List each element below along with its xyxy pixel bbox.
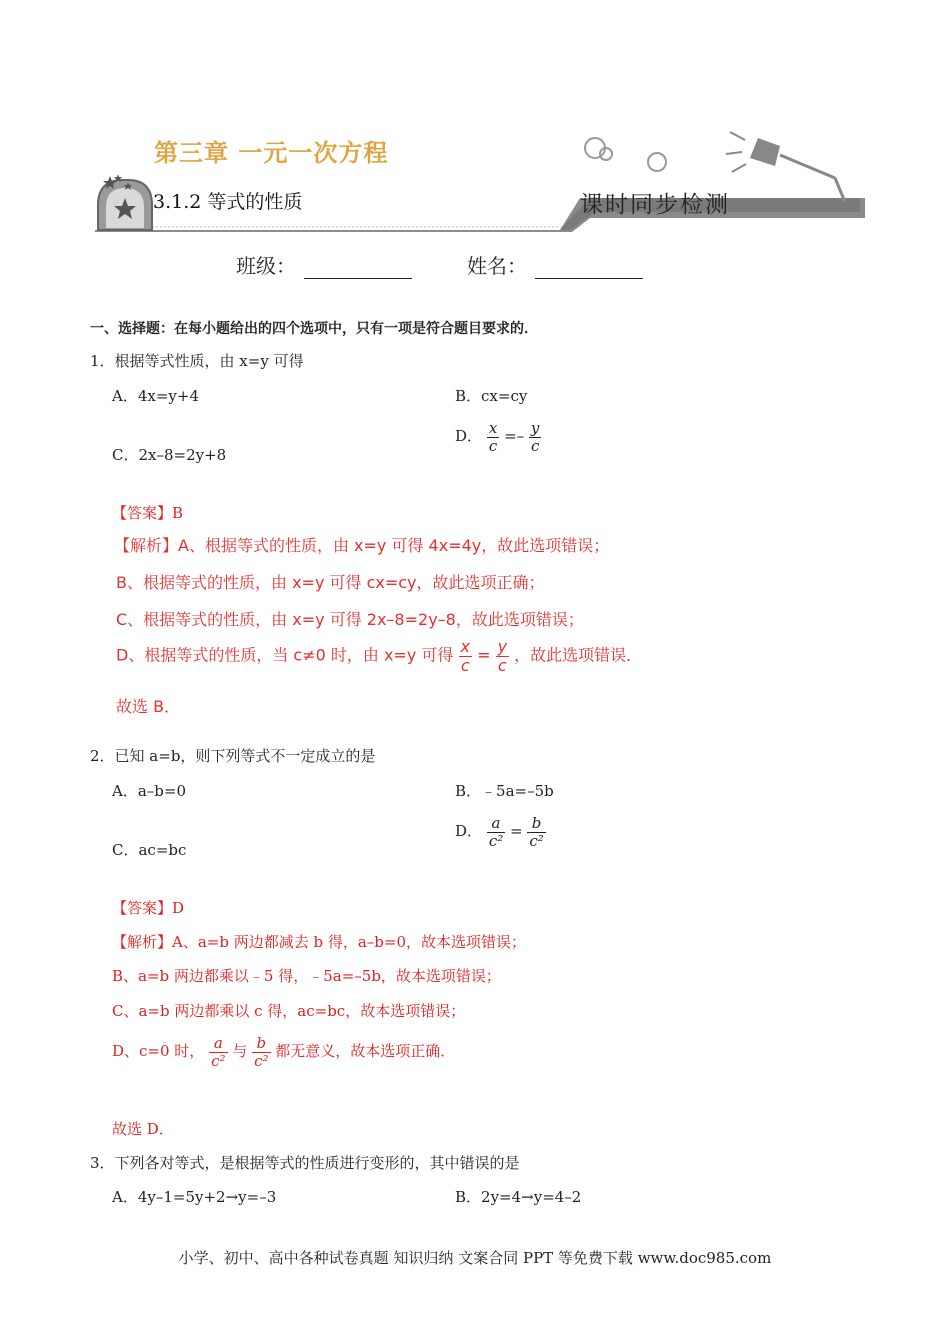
q2-explanation-4: D、c=0 时， $\frac{a}{\text{c²}}$ 与 $\frac{b}{\text{c²}}$ 都无意义，故本选项正确． (112, 1034, 456, 1070)
class-label: 班级： (236, 254, 296, 278)
q1-option-c: C．2x–8=2y+8 (112, 446, 227, 464)
q2-explanation-3: C、a=b 两边都乘以 c 得，ac=bc，故本选项错误； (112, 1002, 466, 1020)
q1-stem: 1．根据等式性质，由 x=y 可得 (90, 352, 304, 370)
header-right-title: 课时同步检测 (580, 192, 730, 218)
q2-option-b: B．﹣5a=–5b (455, 782, 554, 800)
fraction: $\frac{x}{c}$ (488, 419, 498, 455)
q2-answer: 【答案】D (112, 899, 185, 917)
section-intro: 一、选择题：在每小题给出的四个选项中，只有一项是符合题目要求的． (90, 321, 538, 337)
q1-option-d: D． $\frac{x}{c}$ =– $\frac{y}{c}$ (455, 419, 540, 455)
q2-explanation-2: B、a=b 两边都乘以﹣5 得，﹣5a=–5b，故本选项错误； (112, 967, 501, 985)
header-decoration (90, 110, 870, 240)
q2-stem: 2．已知 a=b，则下列等式不一定成立的是 (90, 747, 376, 765)
fraction: $\frac{y}{c}$ (497, 637, 508, 675)
fraction: $\frac{a}{\text{c²}}$ (488, 814, 504, 850)
q1-option-a: A．4x=y+4 (112, 387, 199, 405)
fraction: $\frac{a}{\text{c²}}$ (211, 1034, 226, 1070)
q2-option-c: C．ac=bc (112, 841, 187, 859)
fraction: $\frac{y}{c}$ (530, 419, 540, 455)
q1-explanation-2: B、根据等式的性质，由 x=y 可得 cx=cy，故此选项正确； (116, 573, 545, 592)
class-blank (304, 260, 412, 279)
name-field (467, 250, 643, 279)
q3-option-b: B．2y=4→y=4–2 (455, 1188, 582, 1206)
section-title: 3.1.2 等式的性质 (153, 191, 303, 213)
q1-explanation-1: 【解析】A、根据等式的性质，由 x=y 可得 4x=4y，故此选项错误； (114, 536, 610, 555)
q3-option-a: A．4y–1=5y+2→y=–3 (112, 1188, 277, 1206)
name-blank (535, 260, 643, 279)
q2-explanation-1: 【解析】A、a=b 两边都减去 b 得，a–b=0，故本选项错误； (112, 933, 527, 951)
fraction: $\frac{x}{c}$ (460, 637, 470, 675)
q2-option-a: A．a–b=0 (112, 782, 186, 800)
class-field (236, 250, 412, 279)
q1-explanation-4: D、根据等式的性质，当 c≠0 时，由 x=y 可得 $\frac{x}{c}$ = $\frac{y}{c}$ ，故此选项错误． (116, 637, 643, 675)
fraction: $\frac{b}{\text{c²}}$ (529, 814, 544, 850)
q1-option-b: B．cx=cy (455, 387, 528, 405)
q1-explanation-3: C、根据等式的性质，由 x=y 可得 2x–8=2y–8，故此选项错误； (116, 610, 584, 629)
name-label: 姓名： (467, 254, 527, 278)
q2-conclusion: 故选 D． (112, 1120, 174, 1138)
fraction: $\frac{b}{\text{c²}}$ (254, 1034, 269, 1070)
q2-option-d: D． $\frac{a}{\text{c²}}$ = $\frac{b}{\text{c²}}$ (455, 814, 544, 850)
q1-answer: 【答案】B (112, 504, 184, 522)
q1-conclusion: 故选 B． (116, 697, 181, 716)
q3-stem: 3．下列各对等式，是根据等式的性质进行变形的，其中错误的是 (90, 1154, 520, 1172)
chapter-title: 第三章 一元一次方程 (154, 139, 389, 167)
page-footer: 小学、初中、高中各种试卷真题 知识归纳 文案合同 PPT 等免费下载 www.doc985.com (178, 1249, 772, 1267)
